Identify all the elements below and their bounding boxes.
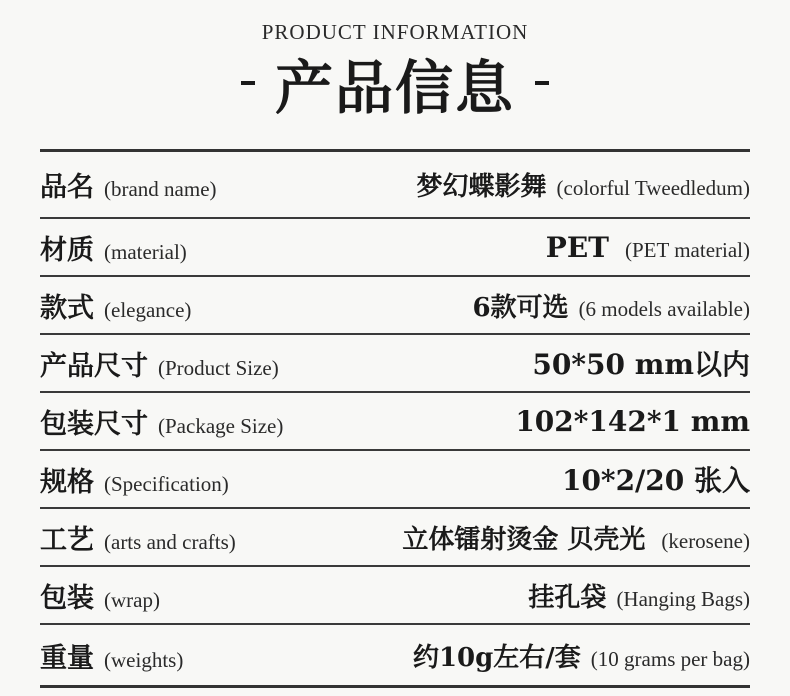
page-header [0, 0, 790, 140]
row-label-zh: 品名 [40, 172, 94, 203]
header-subtitle: PRODUCT INFORMATION [261, 20, 529, 44]
row-arts-and-crafts [40, 509, 750, 567]
row-label-zh: 规格 [40, 466, 94, 498]
row-value: 挂孔袋 [528, 582, 607, 613]
title-right-dash [535, 81, 549, 85]
title-left-dash [241, 81, 255, 85]
row-value: 梦幻蝶影舞 [416, 172, 547, 202]
page-title: 产品信息 [274, 54, 515, 122]
row-package-size [40, 393, 750, 451]
row-specification [40, 451, 750, 509]
row-label-zh: 重量 [40, 642, 94, 674]
row-label-en: (weights) [104, 647, 184, 672]
row-value: 102*142*1 mm [515, 404, 750, 438]
product-info-table [40, 149, 750, 688]
row-label-en: (Product Size) [158, 355, 279, 380]
row-label-en: (brand name) [104, 177, 217, 201]
row-value-en: (6 models available) [578, 296, 750, 321]
row-value-en: (PET material) [625, 237, 750, 262]
row-value-en: (10 grams per bag) [590, 646, 750, 671]
row-label-zh: 工艺 [40, 524, 94, 556]
row-value-en: (Hanging Bags) [616, 586, 750, 611]
row-label-en: (arts and crafts) [104, 529, 236, 554]
row-weights [40, 625, 750, 688]
row-value-en: (kerosene) [661, 528, 750, 553]
row-product-size [40, 335, 750, 393]
row-value: 约10g左右/套 [412, 642, 581, 673]
title-row [0, 48, 790, 122]
row-label-en: (Specification) [104, 471, 229, 496]
row-value: PET [545, 230, 609, 264]
row-label-zh: 产品尺寸 [40, 350, 148, 382]
row-elegance [40, 277, 750, 335]
row-label-zh: 包装尺寸 [40, 408, 148, 440]
row-material [40, 219, 750, 277]
row-label-en: (elegance) [104, 297, 192, 322]
row-value: 10*2/20 张入 [561, 464, 750, 497]
row-value: 立体镭射烫金 贝壳光 [402, 524, 646, 555]
row-value: 50*50 mm以内 [532, 348, 750, 381]
row-brand-name [40, 152, 750, 219]
row-label-zh: 包装 [40, 582, 94, 614]
row-value: 6款可选 [472, 292, 569, 323]
row-value-en: (colorful Tweedledum) [556, 176, 750, 200]
row-label-zh: 材质 [40, 234, 94, 266]
row-label-en: (Package Size) [158, 413, 284, 438]
row-label-en: (material) [104, 239, 187, 264]
row-wrap [40, 567, 750, 625]
row-label-en: (wrap) [104, 587, 160, 612]
row-label-zh: 款式 [40, 292, 94, 324]
